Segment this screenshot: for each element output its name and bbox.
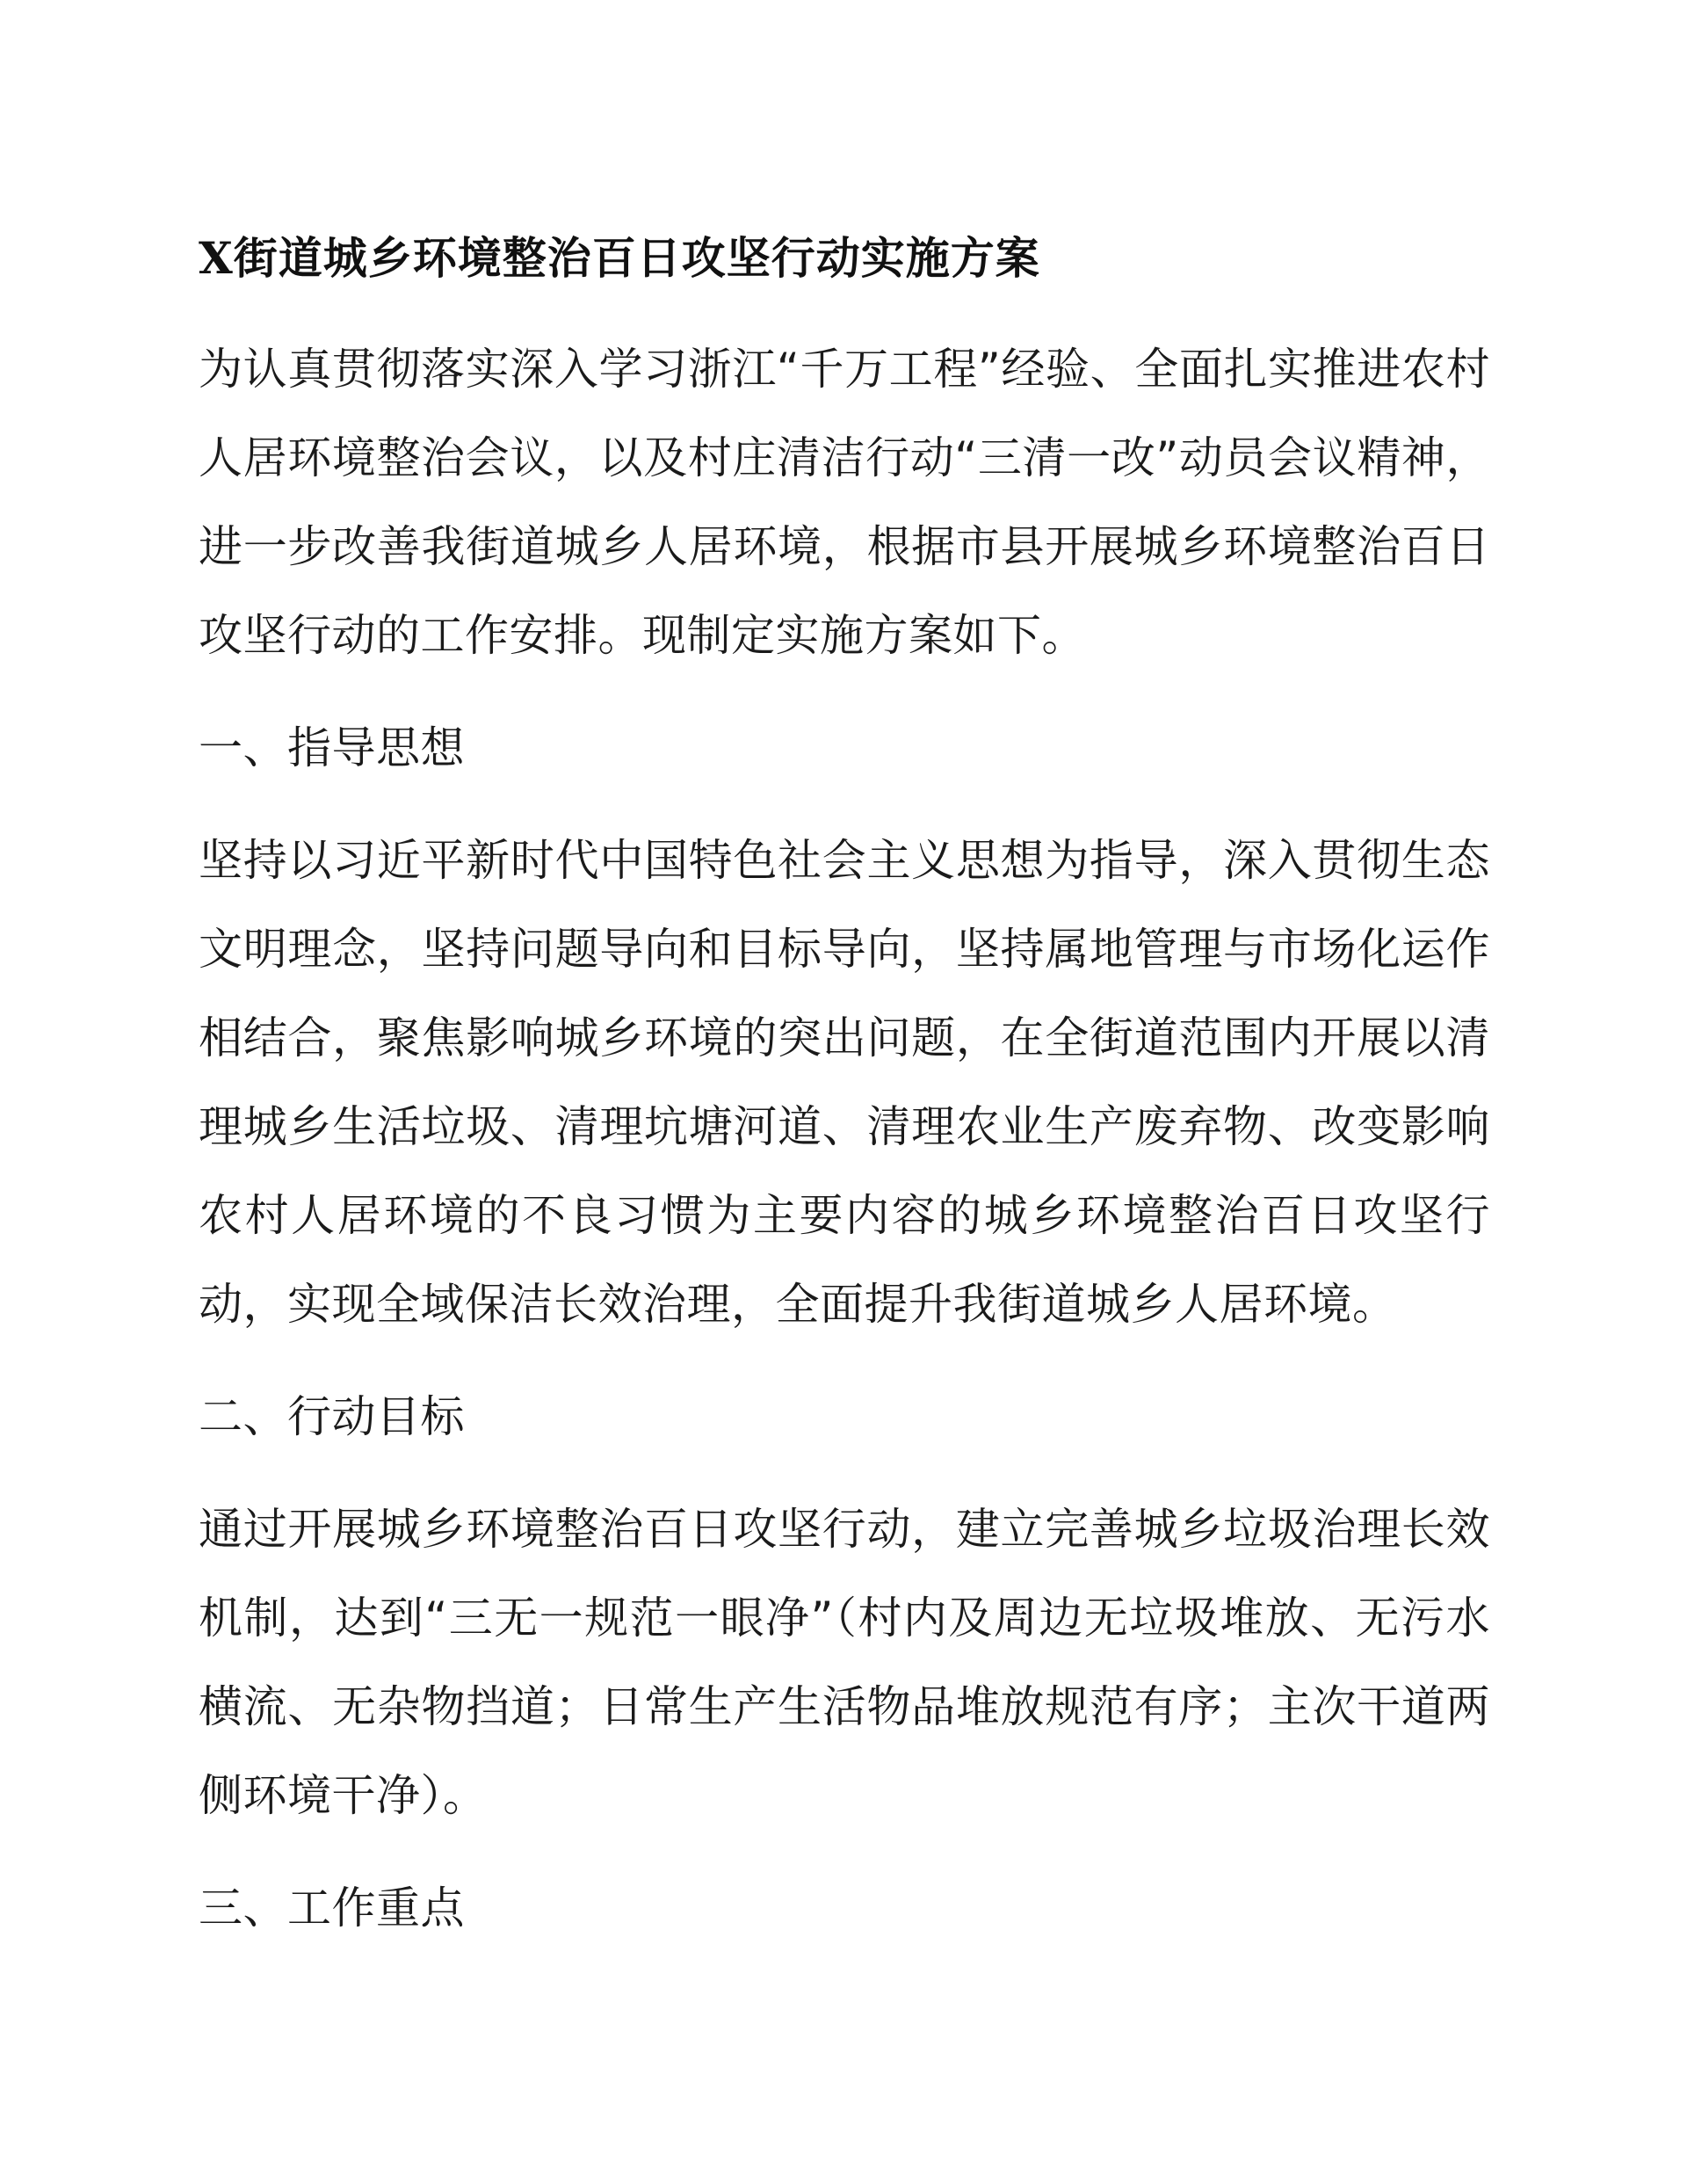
section-body-action-goals: 通过开展城乡环境整治百日攻坚行动，建立完善城乡垃圾治理长效机制，达到“三无一规范一眼净”（村内及周边无垃圾堆放、无污水横流、无杂物挡道；日常生产生活物品堆放规范有序；主次干道两侧环境干净）。 (199, 1504, 1490, 1821)
section-body-guiding-ideology: 坚持以习近平新时代中国特色社会主义思想为指导，深入贯彻生态文明理念，坚持问题导向和目标导向，坚持属地管理与市场化运作相结合，聚焦影响城乡环境的突出问题，在全街道范围内开展以清理城乡生活垃圾、清理坑塘河道、清理农业生产废弃物、改变影响农村人居环境的不良习惯为主要内容的城乡环境整治百日攻坚行动，实现全域保洁长效治理，全面提升我街道城乡人居环境。 (199, 835, 1490, 1330)
section-heading-work-focus: 三、工作重点 (199, 1883, 465, 1934)
document-content (199, 227, 1490, 1977)
section-heading-action-goals: 二、行动目标 (199, 1391, 465, 1442)
intro-paragraph: 为认真贯彻落实深入学习浙江“千万工程”经验、全面扎实推进农村人居环境整治会议，以及村庄清洁行动“三清一改”动员会议精神，进一步改善我街道城乡人居环境，根据市县开展城乡环境整治百日攻坚行动的工作安排。现制定实施方案如下。 (199, 344, 1490, 661)
section-heading-guiding-ideology: 一、指导思想 (199, 722, 465, 773)
document-title: X街道城乡环境整治百日攻坚行动实施方案 (199, 232, 1040, 284)
